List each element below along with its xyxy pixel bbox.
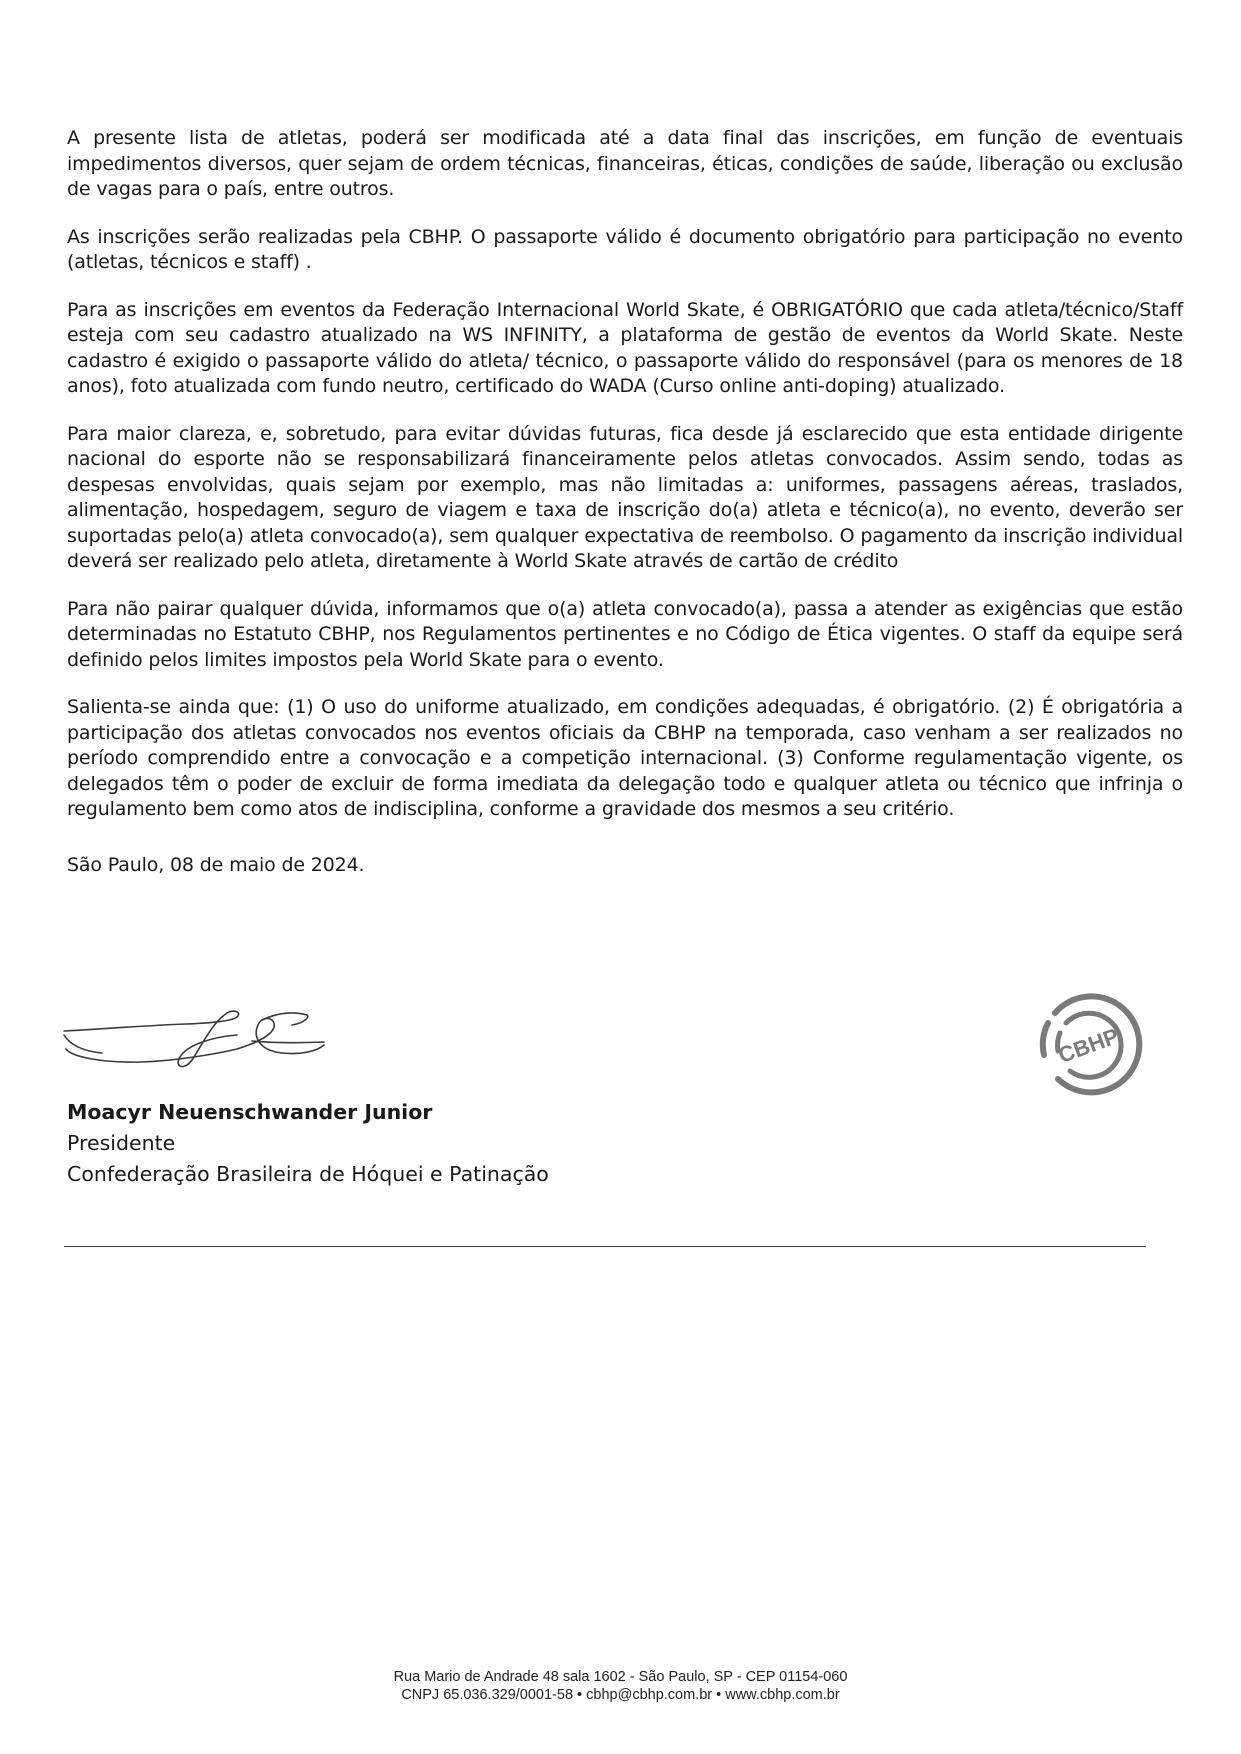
cbhp-seal-icon [1030, 985, 1148, 1103]
date-line: São Paulo, 08 de maio de 2024. [67, 853, 365, 876]
footer-contact: CNPJ 65.036.329/0001-58 • cbhp@cbhp.com.br • www.cbhp.com.br [401, 1687, 840, 1703]
signer-block [67, 1097, 549, 1190]
footer-address: Rua Mario de Andrade 48 sala 1602 - São Paulo, SP - CEP 01154-060 [393, 1669, 848, 1685]
handwritten-signature [62, 1005, 332, 1073]
footer-divider [64, 1246, 1146, 1247]
paragraph-expenses: Para maior clareza, e, sobretudo, para evitar dúvidas futuras, fica desde já esclarecido que esta entidade dirigente nacional do esporte não se responsabilizará financeiramente pelos atletas convocados. Assim sendo, todas as despesas envolvidas, quais sejam por exemplo, mas não limitadas a: uniformes, passagens aéreas, traslados, alimentação, hospedagem, seguro de viagem e taxa de inscrição do(a) atleta e técnico(a), no evento, deverão ser suportadas pelo(a) atleta convocado(a), sem qualquer expectativa de reembolso. O pagamento da inscrição individual deverá ser realizado pelo atleta, diretamente à World Skate através de cartão de crédito [67, 422, 1183, 572]
seal-text: CBHP [1054, 1023, 1123, 1068]
signer-role: Presidente [67, 1131, 176, 1155]
paragraph-registration: As inscrições serão realizadas pela CBHP. O passaporte válido é documento obrigatório para participação no evento (atletas, técnicos e staff) . [67, 225, 1183, 273]
footer [0, 1668, 1241, 1704]
paragraph-list-modification: A presente lista de atletas, poderá ser modificada até a data final das inscrições, em função de eventuais impedimentos diversos, quer sejam de ordem técnicas, financeiras, éticas, condições de saúde, liberação ou exclusão de vagas para o país, entre outros. [67, 127, 1183, 200]
paragraph-requirements: Salienta-se ainda que: (1) O uso do uniforme atualizado, em condições adequadas, é obrigatório. (2) É obrigatória a participação dos atletas convocados nos eventos oficiais da CBHP na temporada, caso venham a ser realizados no período comprendido entre a convocação e a competição internacional. (3) Conforme regulamentação vigente, os delegados têm o poder de excluir de forma imediata da delegação todo e qualquer atleta ou técnico que infrinja o regulamento bem como atos de indisciplina, conforme a gravidade dos mesmos a seu critério. [67, 696, 1183, 820]
paragraph-ws-infinity: Para as inscrições em eventos da Federação Internacional World Skate, é OBRIGATÓRIO que cada atleta/técnico/Staff esteja com seu cadastro atualizado na WS INFINITY, a plataforma de gestão de eventos da World Skate. Neste cadastro é exigido o passaporte válido do atleta/ técnico, o passaporte válido do responsável (para os menores de 18 anos), foto atualizada com fundo neutro, certificado do WADA (Curso online anti-doping) atualizado. [67, 298, 1183, 397]
signer-organization: Confederação Brasileira de Hóquei e Patinação [67, 1162, 549, 1186]
signer-name: Moacyr Neuenschwander Junior [67, 1100, 433, 1124]
paragraph-statute: Para não pairar qualquer dúvida, informamos que o(a) atleta convocado(a), passa a atender as exigências que estão determinadas no Estatuto CBHP, nos Regulamentos pertinentes e no Código de Ética vigentes. O staff da equipe será definido pelos limites impostos pela World Skate para o evento. [67, 597, 1183, 671]
letter-body [67, 126, 1183, 900]
